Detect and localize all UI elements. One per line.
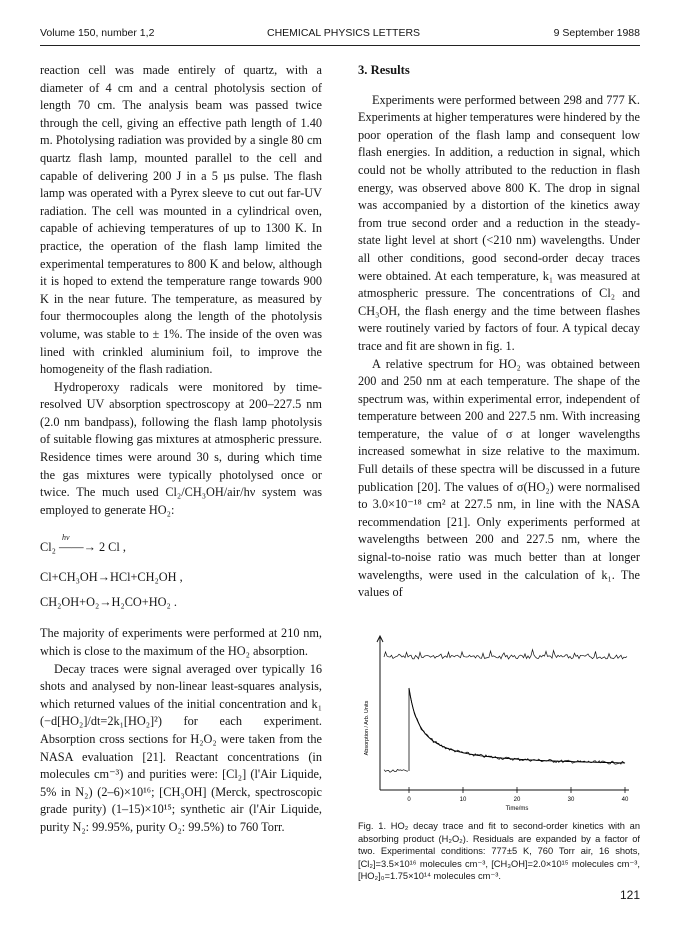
residual-trace xyxy=(384,650,627,659)
left-column xyxy=(40,62,322,837)
header-rule xyxy=(40,45,640,46)
paragraph-method: Hydroperoxy radicals were monitored by time-resolved UV absorption spectroscopy at 200–227.5 nm (2.0 nm bandpass), following the flash lamp photolysis of suitable flowing gas mixtures at atmospheric pressure. Residence times were around 30 s, during which time the gas mixtures were typically photolysed once or twice. The much used Cl₂/CH₃OH/air/hν system was employed to generate HO₂: xyxy=(40,379,322,517)
page-number: 121 xyxy=(619,888,640,902)
x-axis-ticks xyxy=(407,787,629,803)
volume-info: Volume 150, number 1,2 xyxy=(40,27,155,39)
x-tick-label: 30 xyxy=(567,797,575,803)
x-tick-label: 20 xyxy=(513,797,521,803)
decay-trace xyxy=(409,689,625,764)
decay-trace-plot xyxy=(357,630,641,818)
pre-flash-baseline xyxy=(384,770,408,773)
journal-name: CHEMICAL PHYSICS LETTERS xyxy=(267,27,421,39)
paragraph-results: Experiments were performed between 298 and 777 K. Experiments at higher temperatures were hindered by the poor operation of the flash lamp and consequent low flash energies. In addition, a reduction in signal, which could not be wholly attributed to the reduction in flash energy, was observed above 800 K. The drop in signal was accompanied by a distortion of the kinetics away from true second order and a reduction in the steady-state light level at short (<210 nm) wavelengths. Under all other conditions, good second-order decay traces were obtained. At each temperature, k₁ was measured at atmospheric pressure. The concentrations of Cl₂ and CH₃OH, the flash energy and the time between flashes were routinely varied by factors of four. A typical decay trace and fit are shown in fig. 1. xyxy=(358,92,640,353)
figure-caption: Fig. 1. HO₂ decay trace and fit to second-order kinetics with an absorbing product (H₂O₂). Residuals are expanded by a factor of two. Experimental conditions: 777±5 K, 760 Torr air, 16 shots, [Cl₂]=3.5×10¹⁶ molecules cm⁻³, [CH₃OH]=2.0×10¹⁵ molecules cm⁻³, [HO₂]₀=1.75×10¹⁴ molecules cm⁻³. xyxy=(358,821,640,882)
right-column xyxy=(358,62,640,602)
figure-1 xyxy=(357,630,641,818)
hv-label: hν xyxy=(62,533,70,543)
paragraph-analysis: Decay traces were signal averaged over typically 16 shots and analysed by non-linear least-squares analysis, which returned values of the initial concentration and k₁ (−d[HO₂]/dt=2k₁[HO₂]²) for each experiment. Absorption cross sections for H₂O₂ were taken from the NASA evaluation [21]. Reactant concentrations (in molecules cm⁻³) and purities were: [Cl₂] (l'Air Liquide, 5% in N₂) (2–6)×10¹⁶; [CH₃OH] (Merck, spectroscopic grade purity) (1–15)×10¹⁵; synthetic air (l'Air Liquide, purity N₂: 99.95%, purity O₂: 99.5%) to 760 Torr. xyxy=(40,661,322,834)
issue-date: 9 September 1988 xyxy=(553,27,640,39)
x-axis-label: Time/ms xyxy=(505,806,529,812)
x-tick-label: 0 xyxy=(407,797,411,803)
paragraph-apparatus: reaction cell was made entirely of quartz, with a diameter of 4 cm and a central photolysis section of length 70 cm. The analysis beam was passed twice through the cell, giving an effective path length of 1.40 m. Photolysing radiation was provided by a single 80 cm quartz flash lamp, mounted parallel to the cell and capable of delivering 200 J in a 5 µs pulse. The flash lamp was operated with a Pyrex sleeve to cut out far-UV radiation. The cell was mounted in a cylindrical oven, capable of achieving temperatures of up to 1300 K. In practice, the operation of the flash lamp limited the experimental temperatures to 800 K and below, although it is hoped to extend the temperature range towards 900 K in the near future. The temperature, as measured by four thermocouples along the length of the photolysis volume, was stable to ± 1%. The inside of the oven was lined with crinkled aluminium foil, to improve the homogeneity of the flash radiation. xyxy=(40,63,322,377)
equation-1: hν Cl₂ ——→ 2 Cl , xyxy=(40,531,322,565)
section-heading: 3. Results xyxy=(358,63,410,77)
y-axis-label: Absorption / Arb. Units xyxy=(364,700,370,756)
x-tick-label: 40 xyxy=(621,797,629,803)
equation-3: CH₂OH+O₂→H₂CO+HO₂ . xyxy=(40,595,177,610)
fit-curve xyxy=(409,688,625,763)
equation-2: Cl+CH₃OH→HCl+CH₂OH , xyxy=(40,570,183,585)
running-header xyxy=(40,27,640,41)
x-tick-label: 10 xyxy=(459,797,467,803)
paragraph-spectrum: A relative spectrum for HO₂ was obtained between 200 and 250 nm at each temperature. The shape of the spectrum was, within experimental error, independent of temperature between 200 and 227.5 nm. With increasing temperature, the value of σ at longer wavelengths increased somewhat in size relative to the maximum. Full details of these spectra will be discussed in a future publication [20]. The values of σ(HO₂) were normalised to 3.0×10⁻¹⁸ cm² at 227.5 nm, in line with the NASA recommendation [21]. Only experiments performed at wavelengths between 200 and 227.5 nm, where the signal-to-noise ratio was much better than at longer wavelengths, were used in the calculation of k₁. The values of xyxy=(358,356,640,600)
paragraph-wavelength: The majority of experiments were performed at 210 nm, which is close to the maximum of the HO₂ absorption. xyxy=(40,626,322,659)
reaction-equations xyxy=(40,531,322,615)
